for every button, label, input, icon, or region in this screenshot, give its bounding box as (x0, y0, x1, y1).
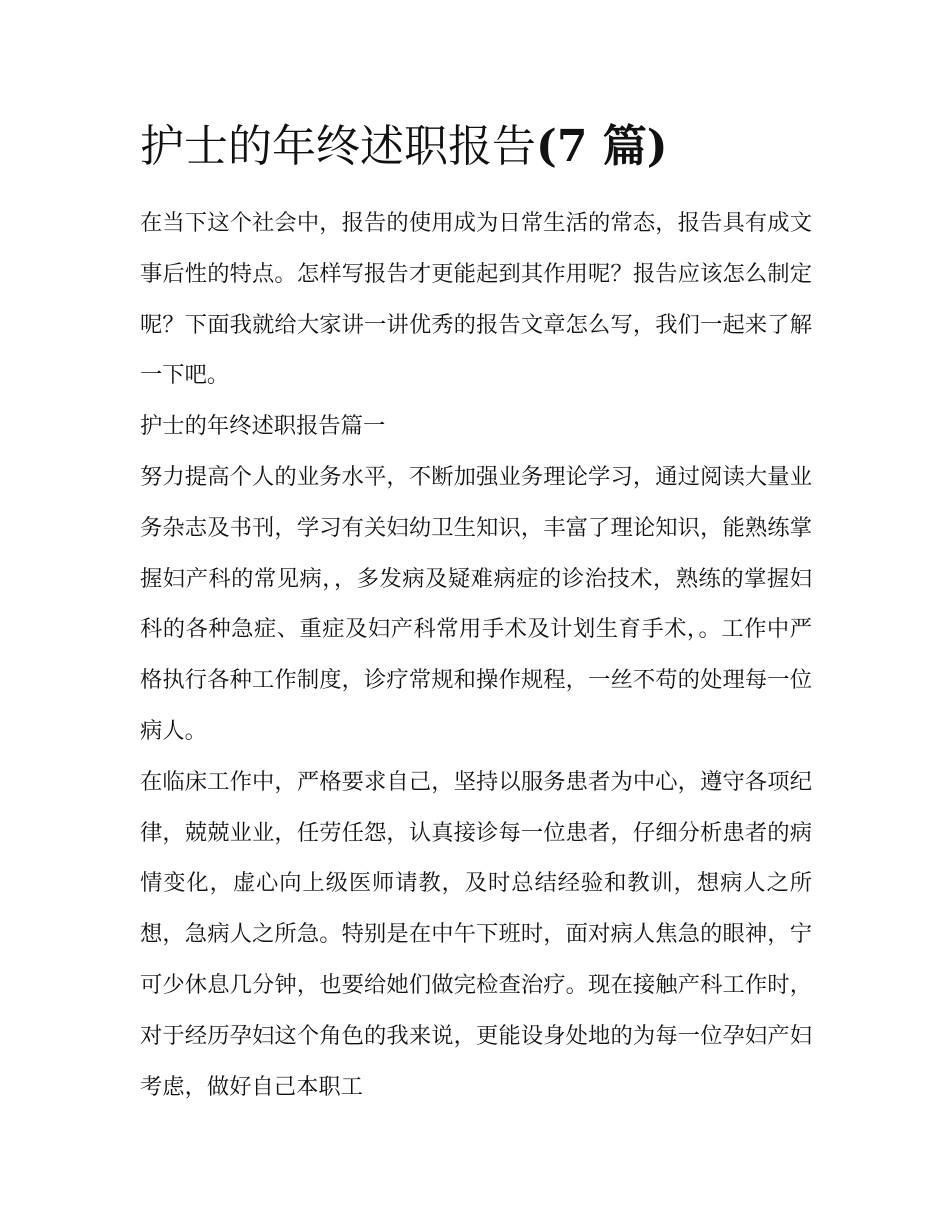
body-paragraph: 在临床工作中，严格要求自己，坚持以服务患者为中心，遵守各项纪律，兢兢业业，任劳任怨，认真接诊每一位患者，仔细分析患者的病情变化，虚心向上级医师请教，及时总结经验和教训，想病人之所想，急病人之所急。特别是在中午下班时，面对病人焦急的眼神，宁可少休息几分钟，也要给她们做完检查治疗。现在接触产科工作时，对于经历孕妇这个角色的我来说，更能设身处地的为每一位孕妇产妇考虑，做好自己本职工 (140, 768, 812, 1100)
section-heading: 护士的年终述职报告篇一 (140, 413, 386, 440)
body-paragraph: 努力提高个人的业务水平，不断加强业务理论学习，通过阅读大量业务杂志及书刊，学习有关妇幼卫生知识，丰富了理论知识，能熟练掌握妇产科的常见病，，多发病及疑难病症的诊治技术，熟练的掌握妇科的各种急症、重症及妇产科常用手术及计划生育手术，。工作中严格执行各种工作制度，诊疗常规和操作规程，一丝不苟的处理每一位病人。 (140, 463, 812, 744)
intro-paragraph: 在当下这个社会中，报告的使用成为日常生活的常态，报告具有成文事后性的特点。怎样写报告才更能起到其作用呢？报告应该怎么制定呢？下面我就给大家讲一讲优秀的报告文章怎么写，我们一起来了解一下吧。 (140, 210, 812, 389)
document-body (140, 198, 812, 1112)
document-content (140, 112, 812, 1112)
document-title-suffix: (7 篇) (536, 121, 668, 172)
document-title (140, 112, 812, 182)
document-title-main: 护士的年终述职报告 (140, 121, 536, 172)
